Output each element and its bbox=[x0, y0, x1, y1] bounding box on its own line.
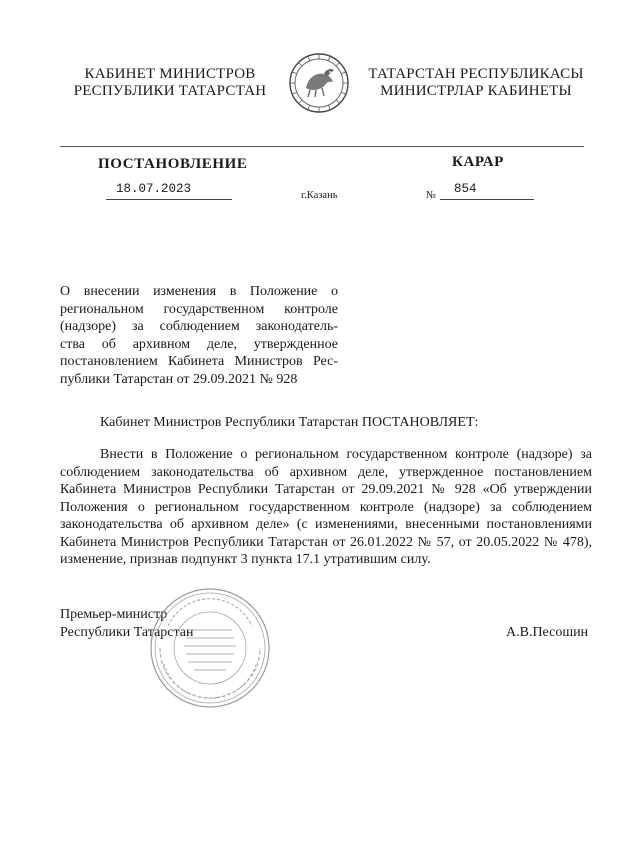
coat-of-arms-icon bbox=[288, 52, 350, 114]
doc-date-value: 18.07.2023 bbox=[116, 182, 192, 196]
doc-type-ru: ПОСТАНОВЛЕНИЕ bbox=[98, 156, 248, 172]
subject-line: постановлением Кабинета Министров Рес- bbox=[60, 354, 338, 369]
decree-paragraph: Внести в Положение о региональном государственном контроле (надзоре) за соблюдением законодательства об архивном деле, утвержденное постановлением Кабинета Министров Республики Татарстан от 29.09.2021 № 928 «Об утверждении Положения о региональном государственном контроле (надзоре) за соблюдением законодательства об архивном деле» (с изменениями, внесенными постановлениями Кабинета Министров Республики Татарстан от 26.01.2022 № 57, от 20.05.2022 № 478), изменение, признав подпункт 3 пункта 17.1 утратившим силу. bbox=[60, 447, 592, 567]
subject-line: (надзоре) за соблюдением законодатель- bbox=[60, 319, 338, 334]
header-divider bbox=[60, 146, 584, 147]
subject-line: ства об архивном деле, утвержденное bbox=[60, 336, 338, 352]
subject-line: публики Татарстан от 29.09.2021 № 928 bbox=[60, 371, 298, 387]
signature-name: А.В.Песошин bbox=[506, 625, 589, 640]
signature-title-line1: Премьер-министр bbox=[60, 607, 168, 622]
subject-block bbox=[60, 283, 338, 388]
header-left-line2: РЕСПУБЛИКИ ТАТАРСТАН bbox=[73, 83, 267, 99]
official-stamp-icon bbox=[148, 586, 272, 710]
header-left-line1: КАБИНЕТ МИНИСТРОВ bbox=[84, 66, 256, 82]
subject-line: О внесении изменения в Положение о bbox=[60, 284, 338, 299]
signature-title-line2: Республики Татарстан bbox=[60, 624, 194, 640]
doc-date bbox=[106, 182, 232, 200]
header-left bbox=[60, 66, 280, 100]
header-right-line2: МИНИСТРЛАР КАБИНЕТЫ bbox=[380, 83, 572, 99]
doc-number bbox=[440, 182, 534, 200]
subject-line: региональном государственном контроле bbox=[60, 301, 338, 317]
doc-type-tt: КАРАР bbox=[452, 154, 504, 170]
doc-number-value: 854 bbox=[454, 182, 477, 196]
decree-line: Кабинет Министров Республики Татарстан ПОСТАНОВЛЯЕТ: bbox=[100, 415, 479, 430]
doc-city: г.Казань bbox=[301, 190, 338, 201]
header-right-line1: ТАТАРСТАН РЕСПУБЛИКАСЫ bbox=[368, 66, 584, 82]
header-right bbox=[362, 66, 590, 100]
doc-number-prefix: № bbox=[426, 190, 437, 201]
